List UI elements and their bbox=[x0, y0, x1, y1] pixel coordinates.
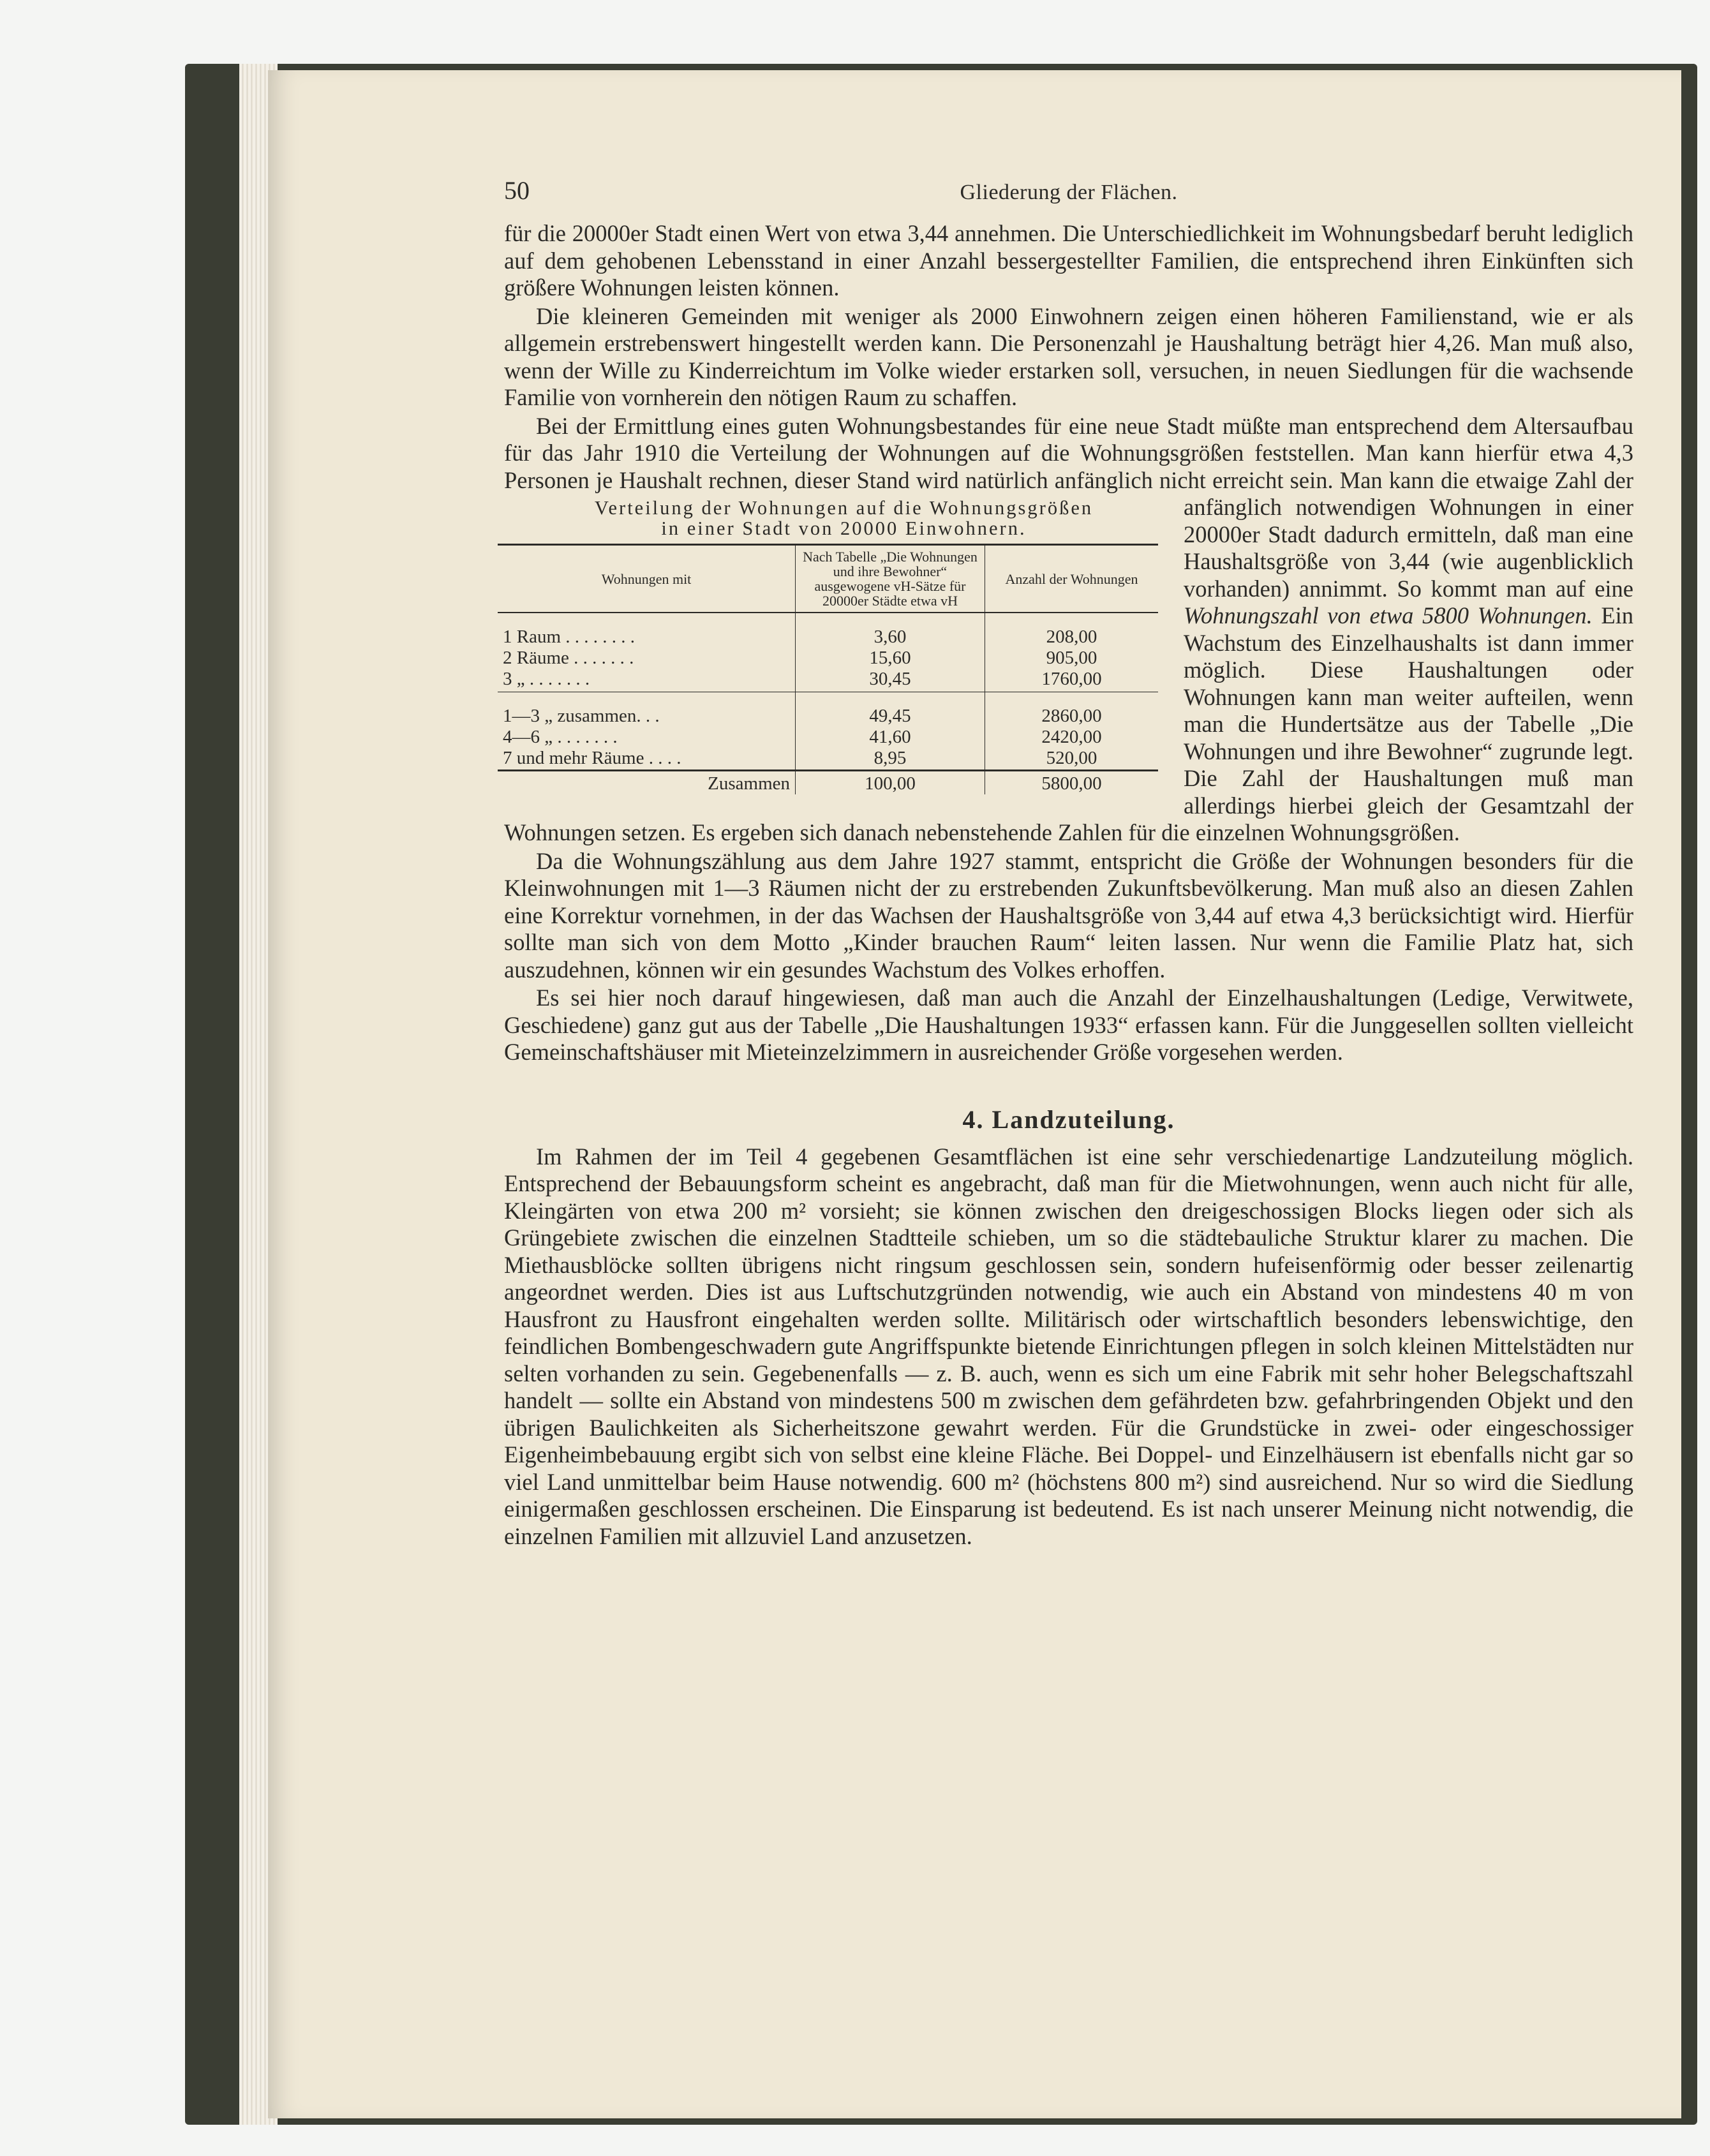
header-percent: Nach Tabelle „Die Wohnungen und ihre Bewohner“ ausgewogene vH-Sätze für 20000er Städte etwa vH bbox=[796, 545, 985, 613]
paragraph-3-start-b: Man kann die etwaige Zahl der anfänglich notwendigen Wohnungen in einer 20000er Stadt dadurch ermitteln, daß man eine Haushaltsgröße von 3,44 (wie augenblicklich vorhanden) annimmt. So kommt man auf eine bbox=[1184, 466, 1633, 602]
row-count: 208,00 bbox=[985, 613, 1159, 648]
paragraph-6: Im Rahmen der im Teil 4 gegebenen Gesamtflächen ist eine sehr verschiedenartige Landzuteilung möglich. Entsprechend der Bebauungsform scheint es angebracht, daß man für die Mietwohnungen, wenn auch nicht für alle, Kleingärten von etwa 200 m² vorsieht; sie können zwischen den dreigeschossigen Blocks liegen oder sich als Grüngebiete zwischen die einzelnen Stadtteile schieben, um so die städtebauliche Struktur klarer zu machen. Die Miethausblöcke sollten übrigens nicht ringsum geschlossen sein, sondern hufeisenförmig oder besser zeilenartig angeordnet werden. Dies ist aus Luftschutzgründen notwendig, wie auch ein Abstand von mindestens 40 m von Hausfront zu Hausfront eingehalten werden sollte. Militärisch oder wirtschaftlich besonders lebenswichtige, den feindlichen Bombengeschwadern gute Angriffspunkte bietende Einrichtungen pflegen in solch kleinen Mittelstädten nur selten vorhanden zu sein. Gegebenenfalls — z. B. auch, wenn es sich um eine Fabrik mit sehr hoher Belegschaftszahl handelt — sollte ein Abstand von mindestens 500 m zwischen dem gefährdeten bzw. gefahrbringenden Objekt und den übrigen Baulichkeiten als Sicherheitszone gewahrt werden. Für die Grundstücke in zwei- oder eingeschossiger Eigenheimbebauung ergibt sich von selbst eine kleine Fläche. Bei Doppel- und Einzelhäusern ist ebenfalls nicht gar so viel Land unmittelbar beim Hause notwendig. 600 m² (höchstens 800 m²) sind ausreichend. Nur so wird die Siedlung einigermaßen geschlossen erscheinen. Die Einsparung ist bedeutend. Es ist nach unserer Meinung nicht notwendig, die einzelnen Familien mit allzuviel Land anzusetzen. bbox=[504, 1143, 1633, 1549]
row-percent: 8,95 bbox=[796, 748, 985, 771]
row-percent: 15,60 bbox=[796, 648, 985, 669]
row-label: 2 Räume . . . . . . . bbox=[503, 648, 634, 668]
row-count: 2860,00 bbox=[985, 692, 1159, 727]
running-head bbox=[504, 175, 1633, 220]
row-label: 3 „ . . . . . . . bbox=[498, 669, 796, 692]
row-count: 520,00 bbox=[985, 748, 1159, 771]
running-title: Gliederung der Flächen. bbox=[960, 181, 1178, 204]
table-caption-line-2: in einer Stadt von 20000 Einwohnern. bbox=[661, 517, 1027, 539]
row-label: 7 und mehr Räume . . . . bbox=[498, 748, 796, 771]
row-label: 4—6 „ . . . . . . . bbox=[503, 727, 618, 747]
paragraph-5: Es sei hier noch darauf hingewiesen, daß man auch die Anzahl der Einzelhaushaltungen (Ledige, Verwitwete, Geschiedene) ganz gut aus der Tabelle „Die Haushaltungen 1933“ erfassen kann. Für die Junggesellen sollten vielleicht Gemeinschaftshäuser mit Mieteinzelzimmern in ausreichender Größe vorgesehen werden. bbox=[504, 985, 1633, 1065]
section-heading: 4. Landzuteilung. bbox=[962, 1104, 1175, 1134]
table-row bbox=[498, 669, 1158, 692]
row-percent: 30,45 bbox=[796, 669, 985, 692]
total-count: 5800,00 bbox=[985, 771, 1159, 795]
table-row bbox=[498, 727, 1158, 748]
distribution-table bbox=[498, 544, 1158, 794]
total-label: Zusammen bbox=[708, 773, 790, 794]
page-content bbox=[504, 175, 1633, 2064]
table-caption bbox=[498, 498, 1158, 539]
row-percent: 3,60 bbox=[796, 613, 985, 648]
row-count: 905,00 bbox=[985, 648, 1159, 669]
paragraph-4: Da die Wohnungszählung aus dem Jahre 1927 stammt, entspricht die Größe der Wohnungen besonders für die Kleinwohnungen mit 1—3 Räumen nicht der zu erstrebenden Zukunftsbevölkerung. Man muß also an diesen Zahlen eine Korrektur vornehmen, in der das Wachsen der Haushaltsgröße von 3,44 auf etwa 4,3 berücksichtigt wird. Hierfür sollte man sich von dem Motto „Kinder brauchen Raum“ leiten lassen. Nur wenn die Familie Platz hat, sich auszudehnen, können wir ein gesundes Wachstum des Volkes erhoffen. bbox=[504, 847, 1633, 983]
row-label: 1 Raum . . . . . . . . bbox=[503, 627, 636, 647]
row-percent: 49,45 bbox=[796, 692, 985, 727]
paragraph-1: für die 20000er Stadt einen Wert von etwa 3,44 annehmen. Die Unterschiedlichkeit im Wohnungsbedarf beruht lediglich auf dem gehobenen Lebensstand in einer Anzahl bessergestellter Familien, die entsprechend ihren Einkünften sich größere Wohnungen leisten können. bbox=[504, 220, 1633, 301]
row-count: 2420,00 bbox=[985, 727, 1159, 748]
paragraph-3-emphasis: Wohnungszahl von etwa 5800 Wohnungen. bbox=[1184, 602, 1593, 628]
distribution-table-box bbox=[498, 498, 1158, 794]
paragraph-3 bbox=[504, 413, 1633, 847]
header-count: Anzahl der Wohnungen bbox=[985, 545, 1159, 613]
row-label: 1—3 „ zusammen. . . bbox=[503, 706, 660, 726]
page-number: 50 bbox=[504, 176, 530, 205]
table-caption-line-1: Verteilung der Wohnungen auf die Wohnungsgrößen bbox=[594, 497, 1094, 519]
paragraph-3-end: Ein Wachstum des Einzelhaushalts ist dann immer möglich. Diese Haushaltungen oder Wohnungen kann man weiter aufteilen, wenn man die Hundertsätze aus der Tabelle „Die Wohnungen und ihre Bewohner“ zugrunde legt. Die Zahl der Haushaltungen muß man allerdings hierbei gleich der Gesamtzahl der Wohnungen setzen. Es ergeben sich danach nebenstehende Zahlen für die einzelnen Wohnungsgrößen. bbox=[504, 602, 1634, 845]
table-row bbox=[498, 648, 1158, 669]
table-row bbox=[498, 748, 1158, 771]
book-page bbox=[268, 70, 1681, 2118]
row-count: 1760,00 bbox=[985, 669, 1159, 692]
row-percent: 41,60 bbox=[796, 727, 985, 748]
table-row bbox=[498, 692, 1158, 727]
paragraph-2: Die kleineren Gemeinden mit weniger als 2000 Einwohnern zeigen einen höheren Familienstand, wie er als allgemein erstrebenswert hingestellt werden kann. Die Personenzahl je Haushaltung beträgt hier 4,26. Man muß also, wenn der Wille zu Kinderreichtum im Volke wieder erstarken soll, versuchen, in neuen Siedlungen für die wachsende Familie von vornherein den nötigen Raum zu schaffen. bbox=[504, 302, 1633, 410]
paragraph-3-start-a: Bei der Ermittlung eines guten Wohnungsbestandes für eine neue Stadt müßte man entsprechend dem Altersaufbau für das Jahr 1910 die Verteilung der Wohnungen auf die Wohnungsgrößen feststellen. Man kann hierfür etwa 4,3 Personen je Haushalt rechnen, dieser Stand wird natürlich anfänglich nicht erreicht sein. bbox=[504, 412, 1633, 493]
table-text-wrap bbox=[504, 413, 1633, 847]
total-percent: 100,00 bbox=[796, 771, 985, 795]
header-rooms: Wohnungen mit bbox=[498, 545, 796, 613]
table-total-row bbox=[498, 771, 1158, 795]
table-row bbox=[498, 613, 1158, 648]
